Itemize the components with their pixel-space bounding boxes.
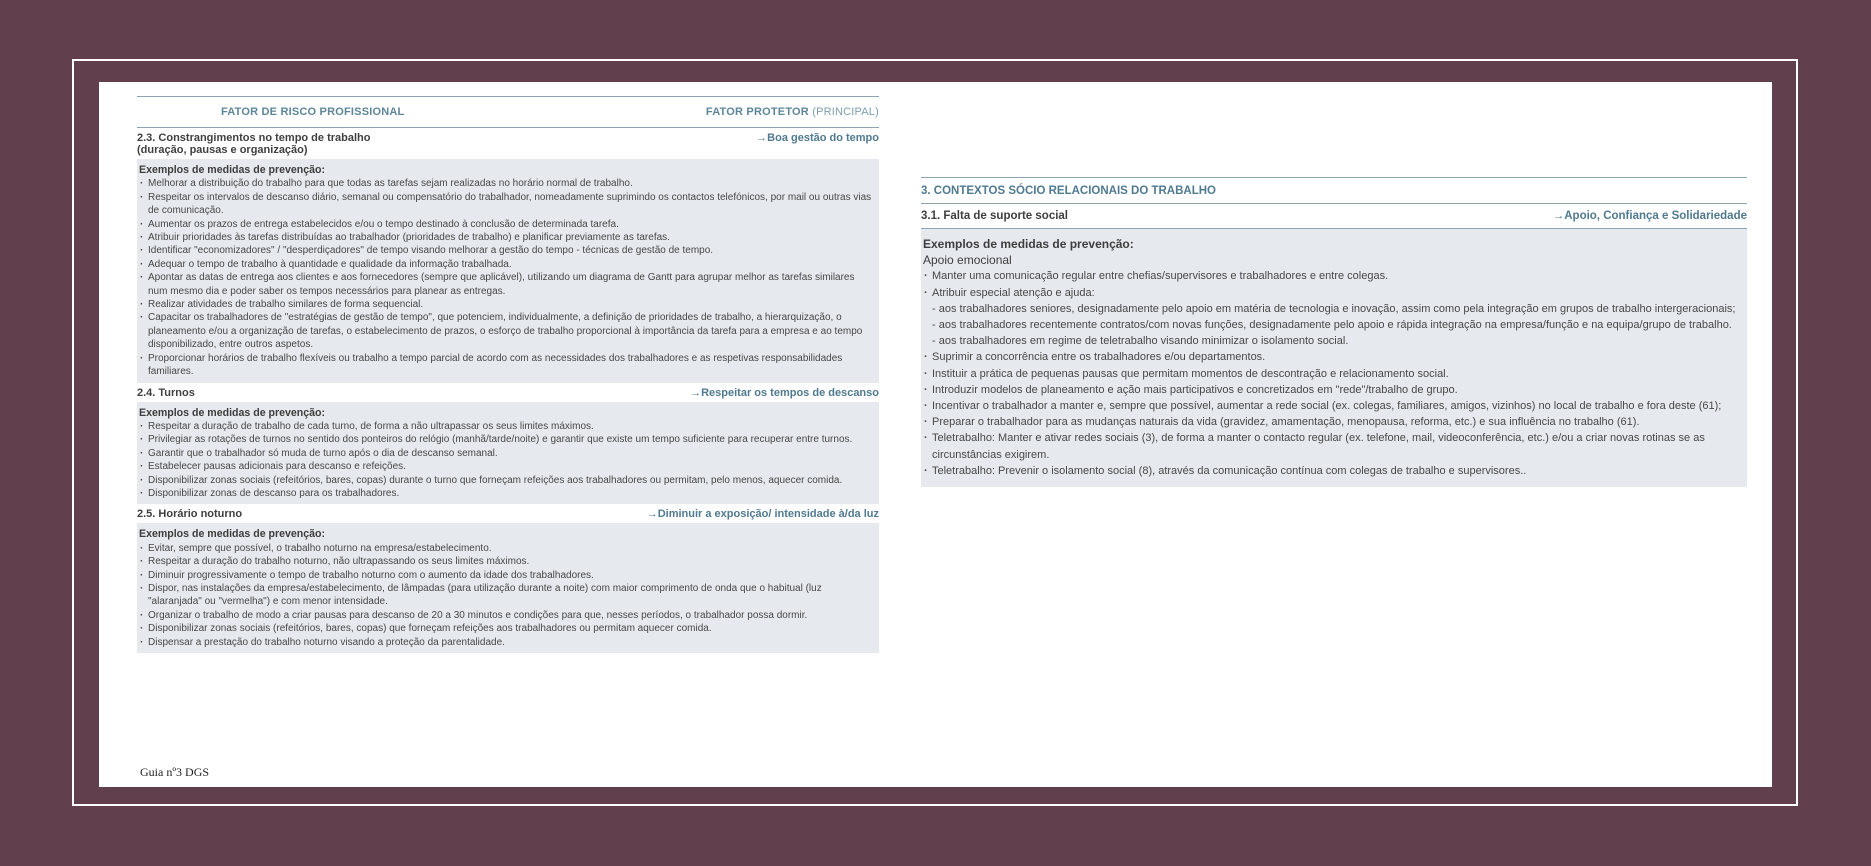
section-title: 2.3. Constrangimentos no tempo de trabalho (137, 132, 371, 144)
list-item: · Aumentar os prazos de entrega estabelecidos e/ou o tempo destinado à conclusão de determinada tarefa. (139, 218, 875, 231)
section-title: 2.5. Horário noturno (137, 508, 243, 521)
list-item: · Suprimir a concorrência entre os trabalhadores e/ou departamentos. (923, 349, 1743, 365)
list-item: · Respeitar a duração de trabalho de cada turno, de forma a não ultrapassar os seus limites máximos. (139, 420, 875, 433)
list-item: · Teletrabalho: Manter e ativar redes sociais (3), de forma a manter o contacto regular (ex. telefone, mail, videoconferência, etc.) e/ou a criar novas rotinas se as circunstâncias exigirem. (923, 430, 1743, 462)
section-title: 2.4. Turnos (137, 386, 195, 399)
section-header (137, 383, 879, 402)
list-item: · Proporcionar horários de trabalho flexíveis ou trabalho a tempo parcial de acordo com as necessidades dos trabalhadores e as respetivas responsabilidades familiares. (139, 352, 875, 379)
list-item: · Respeitar a duração do trabalho noturno, não ultrapassando os seus limites máximos. (139, 555, 875, 568)
list-item: · Dispor, nas instalações da empresa/estabelecimento, de lâmpadas (para utilização durante a noite) com maior comprimento de onda que o habitual (luz "alaranjada" ou "vermelha") e com menor intensidade. (139, 582, 875, 609)
list-item: · Apontar as datas de entrega aos clientes e aos fornecedores (sempre que aplicável), utilizando um diagrama de Gantt para agrupar melhor as tarefas similares num mesmo dia e poder saber os tempos necessários para planear as entregas. (139, 271, 875, 298)
list-item: · Realizar atividades de trabalho similares de forma sequencial. (139, 298, 875, 311)
list-item: - aos trabalhadores seniores, designadamente pelo apoio em matéria de tecnologia e inovação, assim como pela integração em grupos de trabalho intergeracionais; (932, 302, 1736, 315)
protective-factor-header (706, 106, 879, 118)
section-title-block (137, 508, 242, 520)
examples-heading: Exemplos de medidas de prevenção: (139, 406, 326, 419)
footer-text: Guia nº3 DGS (140, 765, 210, 779)
list-item: · Disponibilizar zonas sociais (refeitórios, bares, copas) durante o turno que forneçam refeições aos trabalhadores ou permitam, pelo menos, aquecer comida. (139, 474, 875, 487)
examples-heading: Exemplos de medidas de prevenção: (139, 528, 326, 541)
list-item: - aos trabalhadores em regime de teletrabalho visando minimizar o isolamento social. (932, 335, 1349, 348)
protective-factor: →Apoio, Confiança e Solidariedade (1552, 210, 1747, 222)
measures-box (137, 159, 879, 383)
list-item: · Garantir que o trabalhador só muda de turno após o dia de descanso semanal. (139, 447, 875, 460)
list-item: · Organizar o trabalho de modo a criar pausas para descanso de 20 a 30 minutos e condições para que, nesses períodos, o trabalhador possa dormir. (139, 609, 875, 622)
list-item: · Incentivar o trabalhador a manter e, sempre que possível, aumentar a rede social (ex. colegas, familiares, amigos, vizinhos) no local de trabalho e fora deste (61); (923, 398, 1743, 414)
risk-factor-header: FATOR DE RISCO PROFISSIONAL (221, 106, 405, 118)
protective-factor-sub: (PRINCIPAL) (812, 106, 879, 118)
list-item: · Evitar, sempre que possível, o trabalho noturno na empresa/estabelecimento. (139, 542, 875, 555)
document-page (99, 82, 1772, 787)
context-title: 3. CONTEXTOS SÓCIO RELACIONAIS DO TRABALHO (921, 177, 1747, 204)
list-item: · Teletrabalho: Prevenir o isolamento social (8), através da comunicação contínua com colegas de trabalho e supervisores.. (923, 463, 1743, 479)
subheading: Apoio emocional (923, 253, 1012, 268)
list-item: · Atribuir especial atenção e ajuda: (923, 285, 1743, 301)
measures-box (137, 523, 879, 653)
section-subtitle: (duração, pausas e organização) (137, 144, 308, 156)
measures-list (139, 177, 875, 378)
list-item: · Manter uma comunicação regular entre chefias/supervisores e trabalhadores e entre colegas. (923, 268, 1743, 284)
measures-list (923, 268, 1743, 479)
section-title: 3.1. Falta de suporte social (921, 210, 1068, 222)
examples-heading: Exemplos de medidas de prevenção: (139, 164, 326, 176)
examples-heading: Exemplos de medidas de prevenção: (923, 237, 1134, 251)
section-header (921, 204, 1747, 229)
list-item: - aos trabalhadores recentemente contratos/com novas funções, designadamente pelo apoio e rápida integração na empresa/função e na equipa/grupo de trabalho. (932, 319, 1732, 332)
list-item: · Disponibilizar zonas de descanso para os trabalhadores. (139, 487, 875, 500)
list-item: · Disponibilizar zonas sociais (refeitórios, bares, copas) que forneçam refeições aos trabalhadores ou permitam aquecer comida. (139, 622, 875, 635)
protective-factor-label: FATOR PROTETOR (705, 106, 809, 118)
protective-factor: →Diminuir a exposição/ intensidade à/da luz (646, 508, 879, 521)
protective-factor: →Respeitar os tempos de descanso (690, 386, 879, 399)
section-title-block (137, 387, 195, 399)
measures-box (137, 402, 879, 505)
list-item: · Instituir a prática de pequenas pausas que permitam momentos de descontração e relacionamento social. (923, 366, 1743, 382)
list-item: · Identificar "economizadores" / "desperdiçadores" de tempo visando melhorar a gestão do tempo - técnicas de gestão de tempo. (139, 244, 875, 257)
list-item: · Atribuir prioridades às tarefas distribuídas ao trabalhador (prioridades de trabalho) e planificar previamente as tarefas. (139, 231, 875, 244)
list-item: · Adequar o tempo de trabalho à quantidade e qualidade da informação trabalhada. (139, 258, 875, 271)
list-item: · Privilegiar as rotações de turnos no sentido dos ponteiros do relógio (manhã/tarde/noite) e garantir que existe um tempo suficiente para recuperar entre turnos. (139, 433, 875, 446)
list-item: · Melhorar a distribuição do trabalho para que todas as tarefas sejam realizadas no horário normal de trabalho. (139, 177, 875, 190)
list-item: · Dispensar a prestação do trabalho noturno visando a proteção da parentalidade. (139, 636, 875, 649)
list-item: · Respeitar os intervalos de descanso diário, semanal ou compensatório do trabalhador, nomeadamente suprimindo os contactos telefónicos, por mail ou outras vias de comunicação. (139, 191, 875, 218)
section-title-block (137, 132, 370, 156)
measures-list (139, 420, 875, 500)
section-header (137, 128, 879, 159)
protective-factor: →Boa gestão do tempo (756, 132, 879, 144)
right-column (921, 177, 1747, 487)
list-item: · Capacitar os trabalhadores de "estratégias de gestão de tempo", que potenciem, individualmente, a definição de prioridades de trabalho, a hierarquização, o planeamento e/ou a organização de tarefas, o estabelecimento de prazos, o esforço de trabalho proporcional à importância da tarefa para a empresa e ao tempo disponibilizado, entre outros aspetos. (139, 311, 875, 351)
measures-list (139, 542, 875, 649)
left-sections (137, 128, 879, 653)
list-item: · Diminuir progressivamente o tempo de trabalho noturno com o aumento da idade dos trabalhadores. (139, 569, 875, 582)
list-item: · Estabelecer pausas adicionais para descanso e refeições. (139, 460, 875, 473)
left-column (137, 96, 879, 653)
measures-box (921, 229, 1747, 487)
list-item: · Preparar o trabalhador para as mudanças naturais da vida (gravidez, amamentação, menopausa, reforma, etc.) e sua influência no trabalho (61). (923, 414, 1743, 430)
section-header (137, 504, 879, 523)
list-item: · Introduzir modelos de planeamento e ação mais participativos e concretizados em "rede"/trabalho de grupo. (923, 382, 1743, 398)
table-header (137, 96, 879, 128)
